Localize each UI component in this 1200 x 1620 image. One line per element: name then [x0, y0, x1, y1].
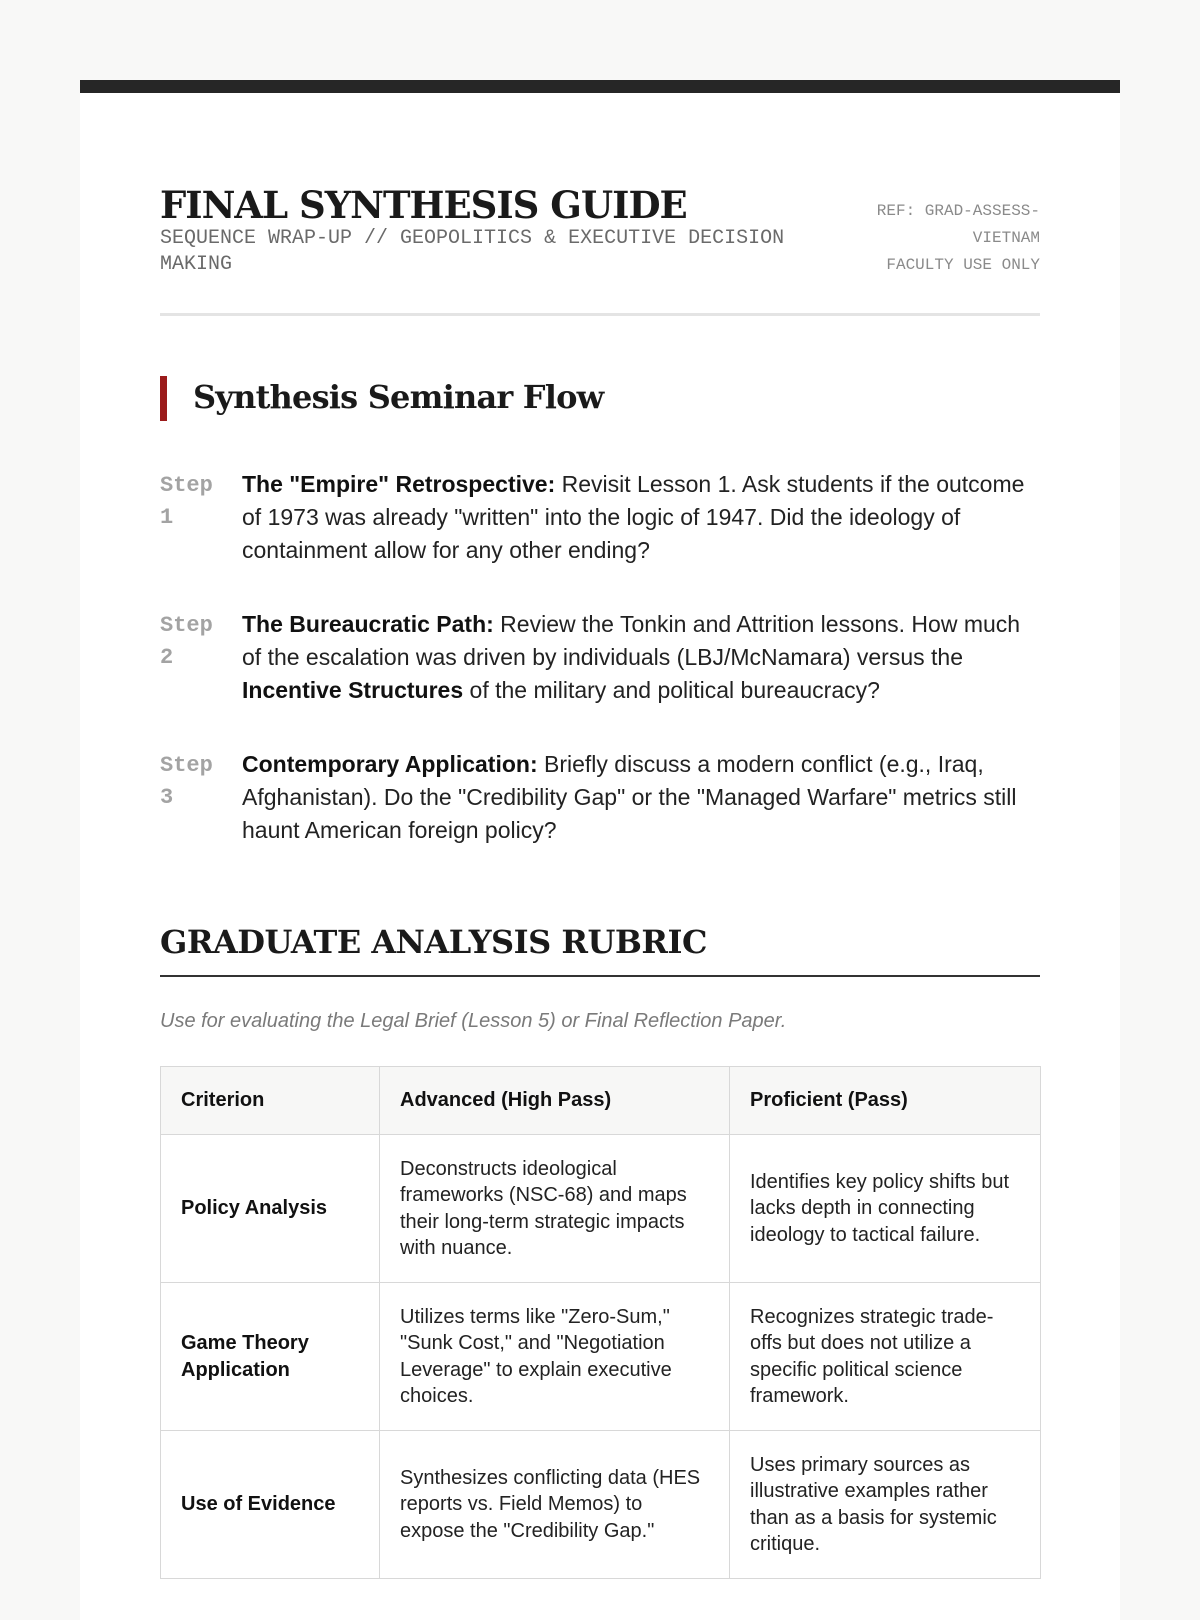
access-label: FACULTY USE ONLY	[886, 256, 1040, 274]
seminar-heading: Synthesis Seminar Flow	[193, 378, 604, 416]
step-body: Briefly discuss a modern conflict (e.g., Iraq, Afghanistan). Do the "Credibility Gap" or the "Managed Warfare" metrics still haunt American foreign policy?	[242, 751, 1017, 843]
step-label: Step 1	[160, 473, 213, 530]
table-header-row	[161, 1067, 1041, 1135]
proficient-cell: Uses primary sources as illustrative examples rather than as a basis for systemic critique.	[730, 1431, 1041, 1579]
step-label: Step 3	[160, 753, 213, 810]
document-header	[160, 183, 1040, 316]
rubric-section-header	[160, 923, 1040, 977]
document-sheet	[80, 80, 1120, 1620]
step-body: Revisit Lesson 1. Ask students if the outcome of 1973 was already "written" into the logic of 1947. Did the ideology of containment allow for any other ending?	[242, 471, 1025, 563]
step-text	[242, 468, 1040, 567]
rubric-note: Use for evaluating the Legal Brief (Lesson 5) or Final Reflection Paper.	[160, 1010, 787, 1032]
table-row	[161, 1431, 1041, 1579]
proficient-cell: Identifies key policy shifts but lacks depth in connecting ideology to tactical failure.	[730, 1135, 1041, 1283]
criterion-cell: Game Theory Application	[161, 1283, 380, 1431]
step-lead: The Bureaucratic Path:	[242, 611, 494, 637]
table-row	[161, 1283, 1041, 1431]
column-header: Proficient (Pass)	[730, 1067, 1041, 1135]
reference-code: REF: GRAD-ASSESS-VIETNAM	[876, 202, 1040, 247]
step-text	[242, 608, 1040, 707]
page-title: FINAL SYNTHESIS GUIDE	[160, 183, 687, 227]
criterion-cell: Use of Evidence	[161, 1431, 380, 1579]
rubric-heading: GRADUATE ANALYSIS RUBRIC	[160, 923, 707, 961]
advanced-cell: Deconstructs ideological frameworks (NSC-68) and maps their long-term strategic impacts with nuance.	[380, 1135, 730, 1283]
step-label: Step 2	[160, 613, 213, 670]
proficient-cell: Recognizes strategic trade-offs but does not utilize a specific political science framework.	[730, 1283, 1041, 1431]
page-subtitle: SEQUENCE WRAP-UP // GEOPOLITICS & EXECUTIVE DECISION MAKING	[160, 227, 785, 276]
column-header: Advanced (High Pass)	[380, 1067, 730, 1135]
criterion-cell: Policy Analysis	[161, 1135, 380, 1283]
step-lead: The "Empire" Retrospective:	[242, 471, 556, 497]
step-lead: Contemporary Application:	[242, 751, 538, 777]
advanced-cell: Utilizes terms like "Zero-Sum," "Sunk Cost," and "Negotiation Leverage" to explain executive choices.	[380, 1283, 730, 1431]
step-body-end: of the military and political bureaucracy?	[463, 677, 880, 703]
table-row	[161, 1135, 1041, 1283]
step-emphasis: Incentive Structures	[242, 677, 464, 703]
step-text	[242, 748, 1040, 847]
advanced-cell: Synthesizes conflicting data (HES reports vs. Field Memos) to expose the "Credibility Gap."	[380, 1431, 730, 1579]
step-body: Review the Tonkin and Attrition lessons. How much of the escalation was driven by individuals (LBJ/McNamara) versus the	[242, 611, 1021, 670]
seminar-section-header	[160, 376, 1047, 421]
reference-block	[840, 198, 1040, 279]
column-header: Criterion	[161, 1067, 380, 1135]
rubric-table	[160, 1066, 1041, 1579]
